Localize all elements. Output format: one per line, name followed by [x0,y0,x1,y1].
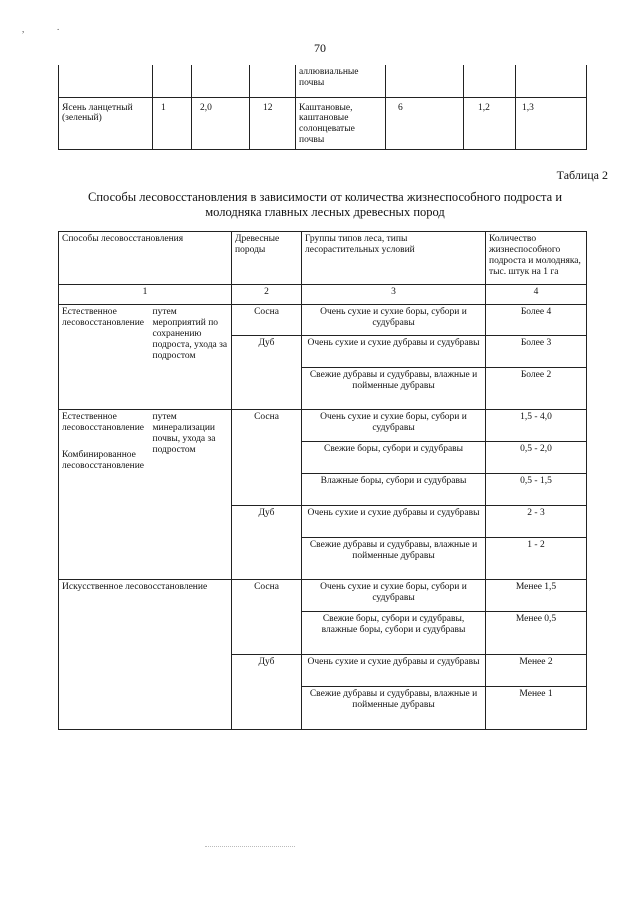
species-cell: Дуб [232,506,302,580]
count-cell: 1 - 2 [486,538,587,580]
continued-table [58,65,587,150]
groups-cell: Свежие боры, субори и судубравы, влажные боры, субори и судубравы [302,612,486,655]
scan-artifact [205,846,295,847]
count-cell: Более 3 [486,336,587,368]
column-number: 1 [59,285,232,305]
groups-cell: Очень сухие и сухие боры, субори и судубравы [302,580,486,612]
count-cell: 2 - 3 [486,506,587,538]
groups-cell: Очень сухие и сухие дубравы и судубравы [302,655,486,687]
value-cell: 6 [386,97,464,149]
soil-cell: Каштановые, каштановые солонцеватые почвы [296,97,386,149]
groups-cell: Очень сухие и сухие дубравы и судубравы [302,336,486,368]
count-cell: Менее 0,5 [486,612,587,655]
reforestation-table [58,231,587,730]
means-cell: путем мероприятий по сохранению подроста, ухода за подростом [150,305,232,410]
count-cell: 0,5 - 1,5 [486,474,587,506]
value-cell: 12 [250,97,296,149]
header-count: Количество жизнеспособного подроста и молодняка, тыс. штук на 1 га [486,232,587,285]
groups-cell: Свежие боры, субори и судубравы [302,442,486,474]
table-row [59,65,587,97]
header-method: Способы лесовосстановления [59,232,232,285]
table-row [59,410,587,442]
page-number: 70 [314,41,326,55]
groups-cell: Влажные боры, субори и судубравы [302,474,486,506]
count-cell: Менее 1 [486,687,587,730]
scan-mark: , [22,24,25,34]
table-row [59,580,587,612]
column-number: 3 [302,285,486,305]
soil-cell: аллювиальные почвы [296,65,386,97]
column-number: 2 [232,285,302,305]
method-natural: Естественное лесовосстановление [62,412,145,433]
value-cell: 1,3 [516,97,587,149]
groups-cell: Свежие дубравы и судубравы, влажные и пойменные дубравы [302,368,486,410]
groups-cell: Очень сухие и сухие дубравы и судубравы [302,506,486,538]
method-cell [59,410,150,580]
species-cell: Сосна [232,410,302,506]
table-row [59,97,587,149]
groups-cell: Свежие дубравы и судубравы, влажные и пойменные дубравы [302,687,486,730]
species-cell: Дуб [232,336,302,410]
groups-cell: Очень сухие и сухие боры, субори и судубравы [302,410,486,442]
scan-mark: . [57,22,60,32]
table-row [59,305,587,336]
header-species: Древесные породы [232,232,302,285]
value-cell: 1,2 [464,97,516,149]
species-cell: Сосна [232,305,302,336]
count-cell: Более 4 [486,305,587,336]
method-combined: Комбинированное лесовосстановление [62,449,145,471]
table-label: Таблица 2 [556,168,608,182]
groups-cell: Свежие дубравы и судубравы, влажные и пойменные дубравы [302,538,486,580]
method-cell: Искусственное лесовосстановление [59,580,232,730]
value-cell: 1 [153,97,192,149]
column-number: 4 [486,285,587,305]
column-number-row [59,285,587,305]
table-title: Способы лесовосстановления в зависимости от количества жизнеспособного подроста и молодняка главных лесных древесных пород [87,190,563,219]
count-cell: Менее 2 [486,655,587,687]
header-groups: Группы типов леса, типы лесорастительных условий [302,232,486,285]
groups-cell: Очень сухие и сухие боры, субори и судубравы [302,305,486,336]
species-cell: Ясень ланцетный (зеленый) [59,97,153,149]
species-cell: Дуб [232,655,302,730]
count-cell: 1,5 - 4,0 [486,410,587,442]
species-cell: Сосна [232,580,302,655]
means-cell: путем минерализации почвы, ухода за подростом [150,410,232,580]
count-cell: Более 2 [486,368,587,410]
value-cell: 2,0 [192,97,250,149]
table-header-row [59,232,587,285]
count-cell: Менее 1,5 [486,580,587,612]
count-cell: 0,5 - 2,0 [486,442,587,474]
method-cell: Естественное лесовосстановление [59,305,150,410]
